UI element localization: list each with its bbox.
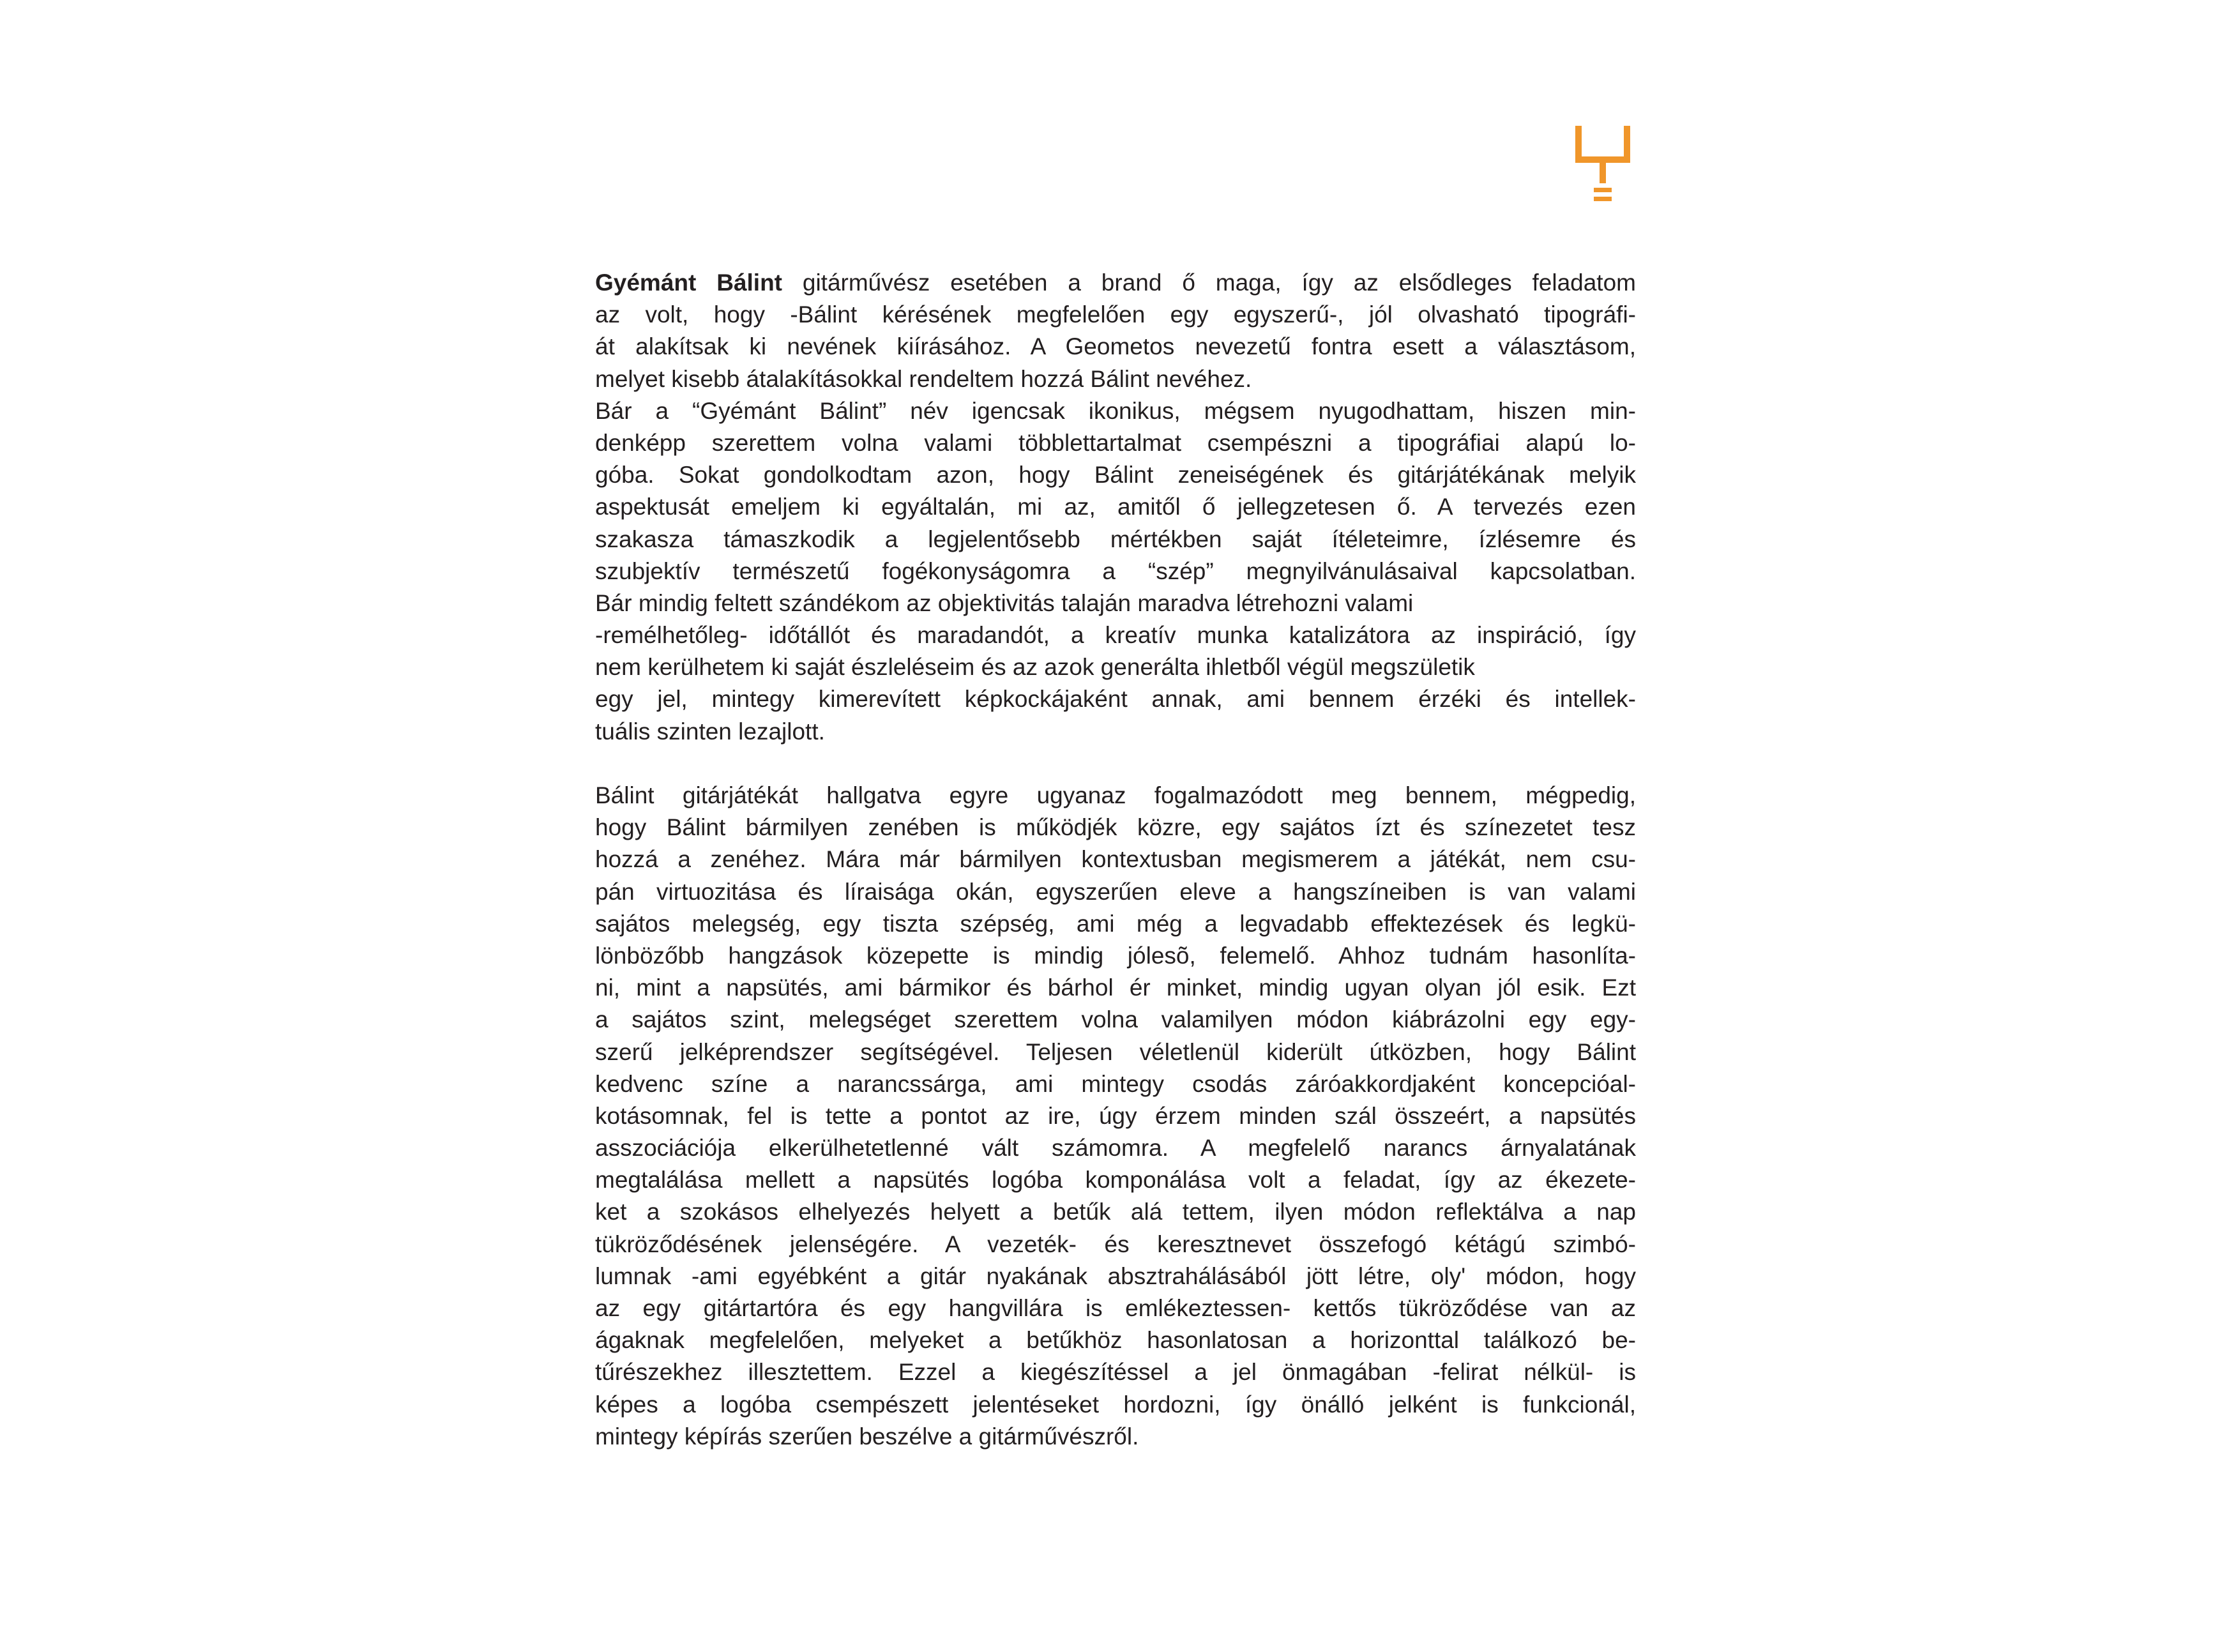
paragraph-2 — [595, 780, 1636, 1453]
text-line: mintegy képírás szerűen beszélve a gitárművészről. — [595, 1423, 1139, 1450]
text-line: ágaknak megfelelően, melyeket a betűkhöz hasonlatosan a horizonttal találkozó be- — [595, 1327, 1636, 1354]
text-line: a sajátos szint, melegséget szerettem volna valamilyen módon kiábrázolni egy egy- — [595, 1006, 1636, 1033]
fork-y-sun-monogram-icon — [1574, 125, 1631, 204]
text-line: tuális szinten lezajlott. — [595, 718, 825, 745]
text-line: szakasza támaszkodik a legjelentősebb mértékben saját ítéleteimre, ízlésemre és — [595, 526, 1636, 552]
text-line: lumnak -ami egyébként a gitár nyakának absztrahálásából jött létre, oly' módon, hogy — [595, 1262, 1636, 1289]
text-line: asszociációja elkerülhetetlenné vált számomra. A megfelelő narancs árnyalatának — [595, 1135, 1636, 1162]
text-line: tükröződésének jelenségére. A vezeték- és keresztnevet összefogó kétágú szimbó- — [595, 1231, 1636, 1257]
text-line: Bálint gitárjátékát hallgatva egyre ugyanaz fogalmazódott meg bennem, mégpedig, — [595, 782, 1636, 808]
text-line: góba. Sokat gondolkodtam azon, hogy Bálint zeneiségének és gitárjátékának melyik — [595, 462, 1636, 489]
text-line: megtalálása mellett a napsütés logóba komponálása volt a feladat, így az ékezete- — [595, 1167, 1636, 1194]
text-line: lönbözőbb hangzások közepette is mindig jólesõ, felemelő. Ahhoz tudnám hasonlíta- — [595, 942, 1636, 969]
artist-name: Gyémánt Bálint — [595, 269, 782, 296]
text-line: szerű jelképrendszer segítségével. Teljesen véletlenül kiderült útközben, hogy Bálint — [595, 1038, 1636, 1065]
text-line: az volt, hogy -Bálint kérésének megfelelően egy egyszerű-, jól olvasható tipográfi- — [595, 301, 1636, 328]
text-line: át alakítsak ki nevének kiírásához. A Geometos nevezetű fontra esett a választásom, — [595, 333, 1636, 360]
paragraph-spacer — [595, 748, 1636, 780]
text-line-content: gitárművész esetében a brand ő maga, így az elsődleges feladatom — [782, 269, 1636, 296]
text-line: képes a logóba csempészett jelentéseket hordozni, így önálló jelként is funkcionál, — [595, 1391, 1636, 1418]
text-line: melyet kisebb átalakításokkal rendeltem hozzá Bálint nevéhez. — [595, 365, 1252, 392]
paragraph-1 — [595, 267, 1636, 748]
text-line: kedvenc színe a narancssárga, ami mintegy csodás záróakkordjaként koncepcióal- — [595, 1070, 1636, 1097]
text-line: aspektusát emeljem ki egyáltalán, mi az, amitől ő jellegzetesen ő. A tervezés ezen — [595, 494, 1636, 520]
text-line: hogy Bálint bármilyen zenében is működjék közre, egy sajátos ízt és színezetet tesz — [595, 814, 1636, 841]
text-line: egy jel, mintegy kimerevített képkockájaként annak, ami bennem érzéki és intellek- — [595, 686, 1636, 713]
text-line: -remélhetőleg- időtállót és maradandót, a kreatív munka katalizátora az inspiráció, így — [595, 622, 1636, 649]
text-line: Bár mindig feltett szándékom az objektivitás talaján maradva létrehozni valami — [595, 589, 1414, 616]
text-line: hozzá a zenéhez. Mára már bármilyen kontextusban megismerem a játékát, nem csu- — [595, 846, 1636, 873]
text-line — [595, 267, 1636, 299]
text-line: Bár a “Gyémánt Bálint” név igencsak ikonikus, mégsem nyugodhattam, hiszen min- — [595, 397, 1636, 424]
text-line: kotásomnak, fel is tette a pontot az ire, úgy érzem minden szál összeért, a napsütés — [595, 1102, 1636, 1129]
text-line: tűrészekhez illesztettem. Ezzel a kiegészítéssel a jel önmagában -felirat nélkül- is — [595, 1359, 1636, 1386]
text-line: pán virtuozitása és líraisága okán, egyszerűen eleve a hangszíneiben is van valami — [595, 878, 1636, 905]
text-line: ni, mint a napsütés, ami bármikor és bárhol ér minket, mindig ugyan olyan jól esik. Ezt — [595, 974, 1636, 1001]
text-line: sajátos melegség, egy tiszta szépség, ami még a legvadabb effektezések és legkü- — [595, 910, 1636, 937]
text-line: denképp szerettem volna valami többlettartalmat csempészni a tipográfiai alapú lo- — [595, 429, 1636, 456]
body-text — [595, 267, 1636, 1453]
text-line: az egy gitártartóra és egy hangvillára is emlékeztessen- kettős tükröződése van az — [595, 1295, 1636, 1321]
text-line: ket a szokásos elhelyezés helyett a betűk alá tettem, ilyen módon reflektálva a nap — [595, 1199, 1636, 1225]
text-line: nem kerülhetem ki saját észleléseim és az azok generálta ihletből végül megszületik — [595, 654, 1475, 681]
text-line: szubjektív természetű fogékonyságomra a “szép” megnyilvánulásaival kapcsolatban. — [595, 557, 1636, 584]
